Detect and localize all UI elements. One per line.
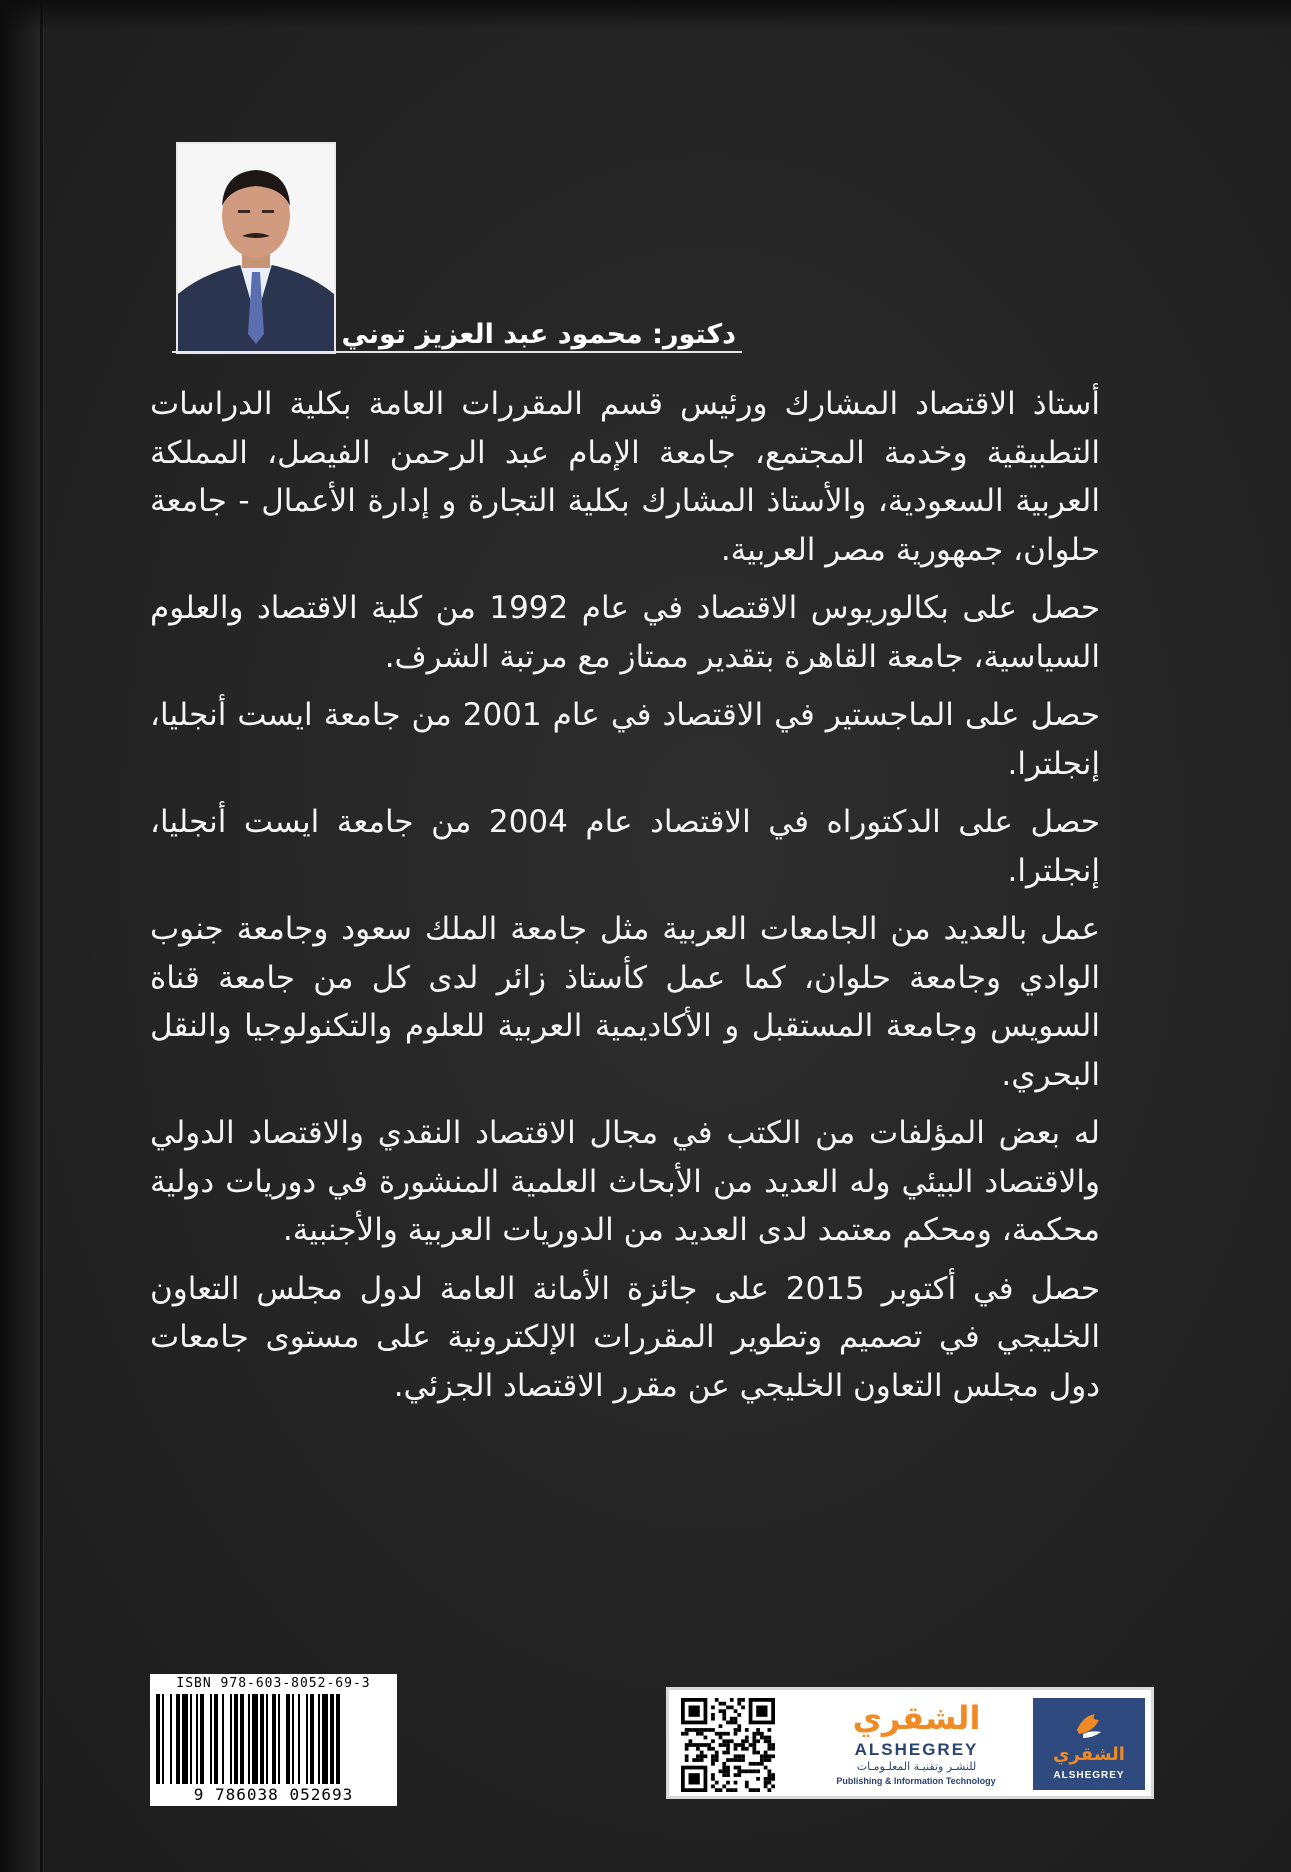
publisher-name-english: ALSHEGREY: [854, 1740, 979, 1759]
isbn-digits: 9 786038 052693: [193, 1785, 354, 1804]
barcode-bars-icon: [156, 1694, 391, 1784]
publisher-bird-icon: [1069, 1704, 1109, 1744]
publisher-logo-arabic: الشقري: [1053, 1744, 1125, 1765]
author-name: دكتور: محمود عبد العزيز توني: [341, 319, 736, 350]
publisher-tagline-arabic: للنشـر وتقنيـة المعلـومـات: [856, 1760, 977, 1773]
spine-edge: [0, 0, 44, 1872]
bio-paragraph: عمل بالعديد من الجامعات العربية مثل جامعة الملك سعود وجامعة جنوب الوادي وجامعة حلوان، كما عمل كأستاذ زائر لدى كل من جامعة قناة السويس وجامعة المستقبل و الأكاديمية العربية للعلوم والتكنولوجيا والنقل البحري.: [150, 911, 1100, 1093]
publisher-tagline-english: Publishing & Information Technology: [836, 1776, 996, 1786]
bio-paragraph: أستاذ الاقتصاد المشارك ورئيس قسم المقررات العامة بكلية الدراسات التطبيقية وخدمة المجتمع، جامعة الإمام عبد الرحمن الفيصل، المملكة العربية السعودية، والأستاذ المشارك بكلية التجارة و إدارة الأعمال - جامعة حلوان، جمهورية مصر العربية.: [150, 386, 1100, 568]
isbn-label: ISBN 978-603-8052-69-3: [176, 1676, 371, 1691]
publisher-logo: [1033, 1698, 1145, 1790]
spine-groove: [40, 0, 43, 1872]
top-shadow: [0, 0, 1291, 30]
publisher-logo-english: ALSHEGREY: [1053, 1770, 1125, 1781]
qr-code-icon: [681, 1698, 775, 1792]
bio-paragraph: حصل على بكالوريوس الاقتصاد في عام 1992 من كلية الاقتصاد والعلوم السياسية، جامعة القاهرة بتقدير ممتاز مع مرتبة الشرف.: [150, 590, 1100, 675]
author-divider: [172, 351, 742, 353]
publisher-name-arabic: الشقري: [852, 1699, 981, 1737]
bio-paragraph: له بعض المؤلفات من الكتب في مجال الاقتصاد النقدي والاقتصاد الدولي والاقتصاد البيئي وله العديد من الأبحاث العلمية المنشورة في دوريات دولية محكمة، ومحكم معتمد لدى العديد من الدوريات العربية والأجنبية.: [150, 1115, 1100, 1248]
bio-paragraph: حصل على الماجستير في الاقتصاد في عام 2001 من جامعة ايست أنجليا، إنجلترا.: [150, 697, 1100, 782]
bio-paragraph: حصل على الدكتوراه في الاقتصاد عام 2004 من جامعة ايست أنجليا، إنجلترا.: [150, 804, 1100, 889]
publisher-panel: [666, 1687, 1154, 1799]
isbn-barcode: [150, 1674, 397, 1806]
author-biography: [150, 380, 1100, 1420]
bio-paragraph: حصل في أكتوبر 2015 على جائزة الأمانة العامة لدول مجلس التعاون الخليجي في تصميم وتطوير المقررات الإلكترونية على مستوى جامعات دول مجلس التعاون الخليجي عن مقرر الاقتصاد الجزئي.: [150, 1270, 1101, 1404]
